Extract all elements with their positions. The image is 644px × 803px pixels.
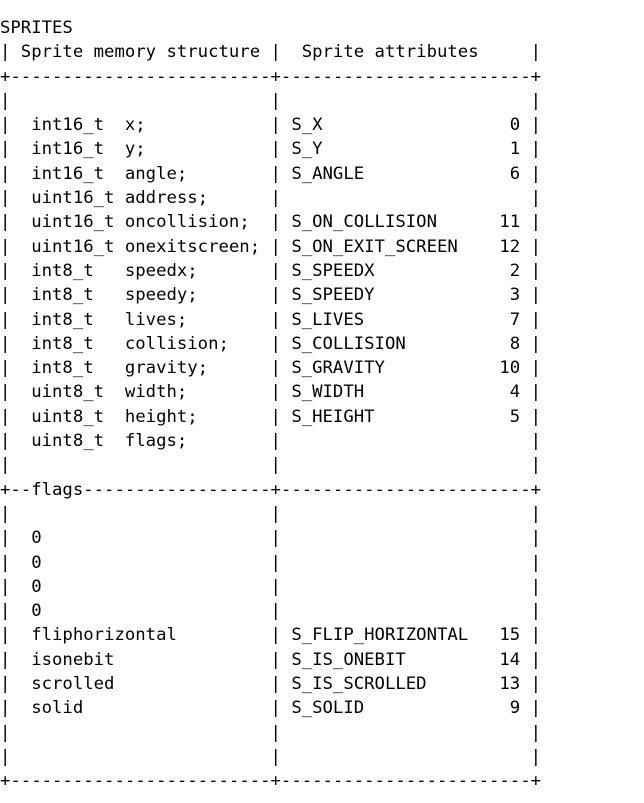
table-row: | uint8_t flags; | | [0,431,542,452]
table-row: | uint8_t width; | S_WIDTH 4 | [0,382,542,403]
table-row: | scrolled | S_IS_SCROLLED 13 | [0,674,542,695]
table-header-row: | Sprite memory structure | Sprite attributes | [0,42,542,63]
table-divider: +-------------------------+------------------------+ [0,66,542,87]
table-bottom-border: +-------------------------+------------------------+ [0,771,542,792]
table-row: | uint16_t oncollision; | S_ON_COLLISION 11 | [0,212,542,233]
doc-title: SPRITES [0,18,73,38]
table-row: | | | [0,503,542,524]
table-row: | int8_t lives; | S_LIVES 7 | [0,309,542,330]
table-row: | int8_t speedy; | S_SPEEDY 3 | [0,285,542,306]
sprites-ascii-table [0,16,541,794]
table-row: | int16_t angle; | S_ANGLE 6 | [0,163,542,184]
table-row: | solid | S_SOLID 9 | [0,698,542,719]
table-row: | int16_t y; | S_Y 1 | [0,139,542,160]
table-row: | int8_t gravity; | S_GRAVITY 10 | [0,358,542,379]
table-row: | isonebit | S_IS_ONEBIT 14 | [0,649,542,670]
table-row: | | | [0,455,542,476]
table-row: | | | [0,746,542,767]
table-row: | uint16_t onexitscreen; | S_ON_EXIT_SCREEN 12 | [0,236,542,257]
table-row: | int16_t x; | S_X 0 | [0,115,542,136]
table-row: | 0 | | [0,576,542,597]
table-row: | | | [0,90,542,111]
table-row: | int8_t speedx; | S_SPEEDX 2 | [0,260,542,281]
table-row: | uint8_t height; | S_HEIGHT 5 | [0,406,542,427]
table-row: | 0 | | [0,601,542,622]
table-row: | | | [0,722,542,743]
table-row: | uint16_t address; | | [0,188,542,209]
table-row: | int8_t collision; | S_COLLISION 8 | [0,333,542,354]
table-row: | 0 | | [0,552,542,573]
table-row: | 0 | | [0,528,542,549]
table-row: | fliphorizontal | S_FLIP_HORIZONTAL 15 | [0,625,542,646]
flags-section-divider: +--flags------------------+------------------------+ [0,479,542,500]
